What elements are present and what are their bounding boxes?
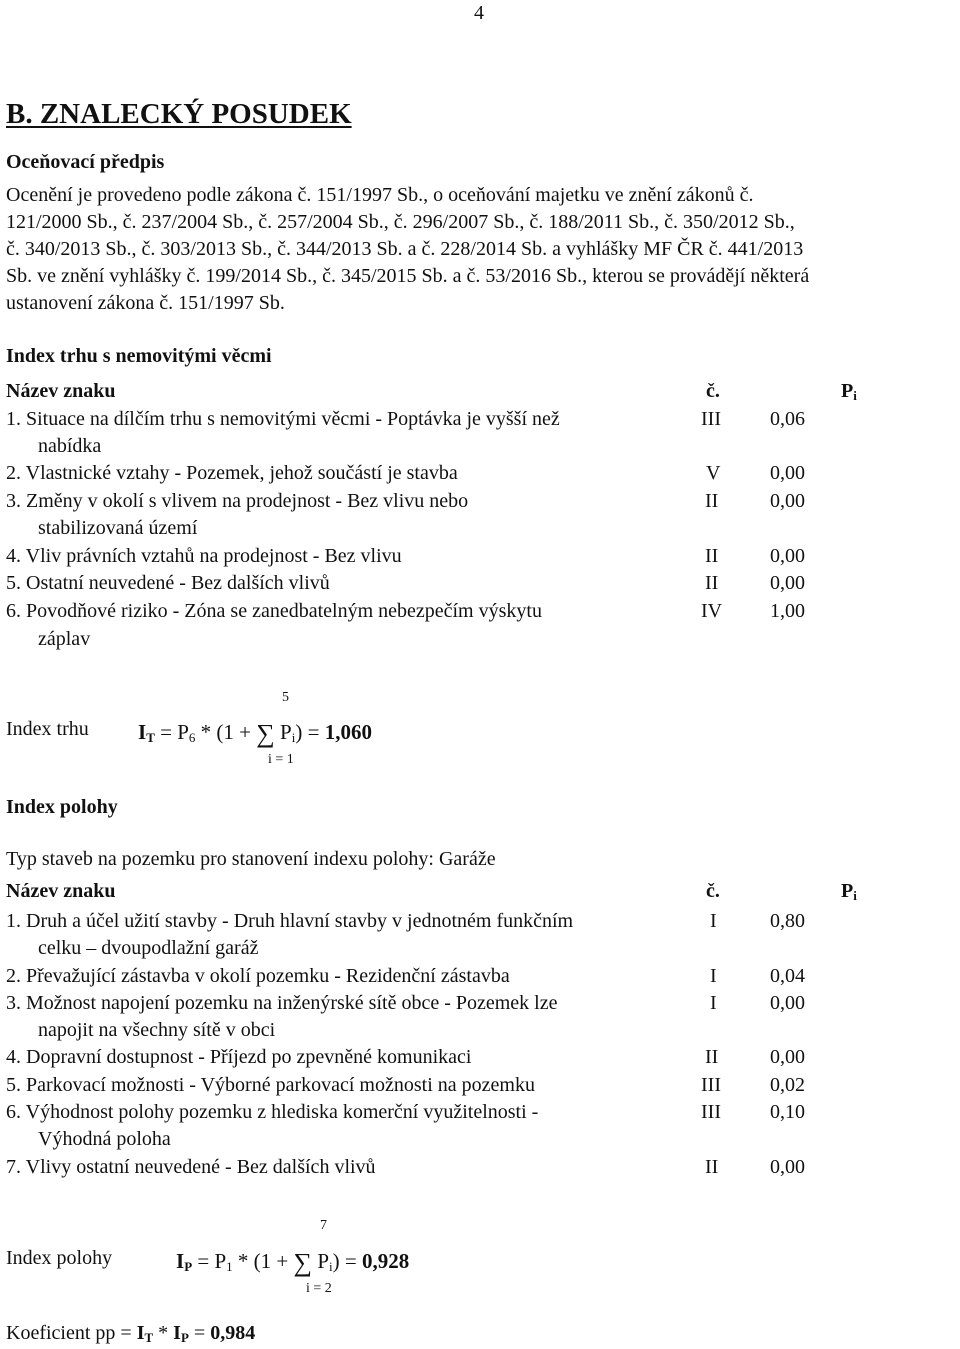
table2-row-6-p: 0,10 — [770, 1101, 805, 1123]
table2-row-7-text: 7. Vlivy ostatní neuvedené - Bez dalších vlivů — [6, 1156, 376, 1178]
table1-row-5-text: 5. Ostatní neuvedené - Bez dalších vlivů — [6, 572, 330, 594]
table2-row-7-c: II — [705, 1156, 719, 1178]
table1-row-3-text: 3. Změny v okolí s vlivem na prodejnost - Bez vlivu nebo — [6, 490, 469, 512]
table2-row-3-text: 3. Možnost napojení pozemku na inženýrské sítě obce - Pozemek lze — [6, 992, 558, 1014]
formula1-label: Index trhu — [6, 718, 89, 740]
table1-col-p: $P_i$ — [841, 380, 857, 403]
formula2-expression: $I_P = P_1 * (1$ + ∑ $P_i) = 0,928$ — [176, 1248, 410, 1277]
table2-row-3-text-cont: napojit na všechny sítě v obci — [38, 1019, 276, 1041]
table2-row-2-text: 2. Převažující zástavba v okolí pozemku - Rezidenční zástavba — [6, 965, 510, 987]
table1-col-name: Název znaku — [6, 380, 116, 402]
ocenovaci-line-5: ustanovení zákona č. 151/1997 Sb. — [6, 292, 285, 314]
table2-row-3-p: 0,00 — [770, 992, 805, 1014]
formula2-sum-top: 7 — [320, 1218, 327, 1233]
sigma-icon: ∑ — [293, 1248, 313, 1277]
table1-row-2-text: 2. Vlastnické vztahy - Pozemek, jehož součástí je stavba — [6, 462, 458, 484]
table1-row-3-p: 0,00 — [770, 490, 805, 512]
ocenovaci-heading: Oceňovací předpis — [6, 151, 165, 173]
table2-col-name: Název znaku — [6, 880, 116, 902]
table2-row-5-p: 0,02 — [770, 1074, 805, 1096]
table2-row-2-c: I — [710, 965, 717, 987]
table1-row-5-c: II — [705, 572, 719, 594]
table1-row-1-c: III — [701, 408, 721, 430]
formula2-sum-bottom: i = 2 — [306, 1281, 332, 1296]
table2-row-6-c: III — [701, 1101, 721, 1123]
table2-col-c: č. — [706, 880, 720, 902]
table2-col-p: $P_i$ — [841, 880, 857, 903]
formula1-sum-bottom: i = 1 — [268, 752, 294, 767]
table1-row-3-text-cont: stabilizovaná území — [38, 517, 198, 539]
table2-row-4-p: 0,00 — [770, 1046, 805, 1068]
table1-row-6-c: IV — [701, 600, 723, 622]
table1-row-1-text-cont: nabídka — [38, 435, 102, 457]
ocenovaci-line-3: č. 340/2013 Sb., č. 303/2013 Sb., č. 344/2013 Sb. a č. 228/2014 Sb. a vyhlášky MF ČR č. 441/2013 — [6, 238, 804, 260]
table2-row-2-p: 0,04 — [770, 965, 805, 987]
ocenovaci-line-4: Sb. ve znění vyhlášky č. 199/2014 Sb., č. 345/2015 Sb. a č. 53/2016 Sb., kterou se provádějí některá — [6, 265, 810, 287]
table1-row-4-c: II — [705, 545, 719, 567]
table1-row-6-text-cont: záplav — [38, 628, 91, 650]
table2-row-4-text: 4. Dopravní dostupnost - Příjezd po zpevněné komunikaci — [6, 1046, 472, 1068]
typ-staveb: Typ staveb na pozemku pro stanovení indexu polohy: Garáže — [6, 848, 496, 870]
table1-row-1-text: 1. Situace na dílčím trhu s nemovitými věcmi - Poptávka je vyšší než — [6, 408, 560, 430]
table1-row-4-text: 4. Vliv právních vztahů na prodejnost - Bez vlivu — [6, 545, 402, 567]
formula1-sum-top: 5 — [282, 690, 289, 705]
table2-row-1-text-cont: celku – dvoupodlažní garáž — [38, 937, 259, 959]
table1-row-2-p: 0,00 — [770, 462, 805, 484]
table1-row-6-text: 6. Povodňové riziko - Zóna se zanedbatelným nebezpečím výskytu — [6, 600, 542, 622]
table1-row-3-c: II — [705, 490, 719, 512]
table2-row-7-p: 0,00 — [770, 1156, 805, 1178]
page-number: 4 — [474, 2, 484, 24]
table2-row-6-text: 6. Výhodnost polohy pozemku z hlediska komerční využitelnosti - — [6, 1101, 539, 1123]
table1-row-2-c: V — [706, 462, 721, 484]
table2-row-6-text-cont: Výhodná poloha — [38, 1128, 171, 1150]
table1-row-1-p: 0,06 — [770, 408, 805, 430]
table1-row-6-p: 1,00 — [770, 600, 805, 622]
table1-row-4-p: 0,00 — [770, 545, 805, 567]
table2-row-1-p: 0,80 — [770, 910, 805, 932]
ocenovaci-line-1: Ocenění je provedeno podle zákona č. 151/1997 Sb., o oceňování majetku ve znění zákonů č. — [6, 184, 754, 206]
table2-row-5-text: 5. Parkovací možnosti - Výborné parkovací možnosti na pozemku — [6, 1074, 535, 1096]
sigma-icon: ∑ — [256, 719, 275, 748]
table2-row-3-c: I — [710, 992, 717, 1014]
table1-row-5-p: 0,00 — [770, 572, 805, 594]
index-trhu-heading: Index trhu s nemovitými věcmi — [6, 345, 272, 367]
section-title: B. ZNALECKÝ POSUDEK — [6, 98, 352, 130]
index-polohy-heading: Index polohy — [6, 796, 118, 818]
table2-row-1-text: 1. Druh a účel užití stavby - Druh hlavní stavby v jednotném funkčním — [6, 910, 574, 932]
table1-col-c: č. — [706, 380, 720, 402]
ocenovaci-line-2: 121/2000 Sb., č. 237/2004 Sb., č. 257/2004 Sb., č. 296/2007 Sb., č. 188/2011 Sb., č. 350/2012 Sb., — [6, 211, 795, 233]
formula2-label: Index polohy — [6, 1247, 113, 1269]
table2-row-5-c: III — [701, 1074, 721, 1096]
table2-row-4-c: II — [705, 1046, 719, 1068]
koeficient-line: Koeficient pp = $I_T * I_P = 0,984$ — [6, 1322, 256, 1345]
formula1-expression: $I_T = P_6 * (1$ + ∑ $P_i) = 1,060$ — [138, 719, 372, 748]
table2-row-1-c: I — [710, 910, 717, 932]
